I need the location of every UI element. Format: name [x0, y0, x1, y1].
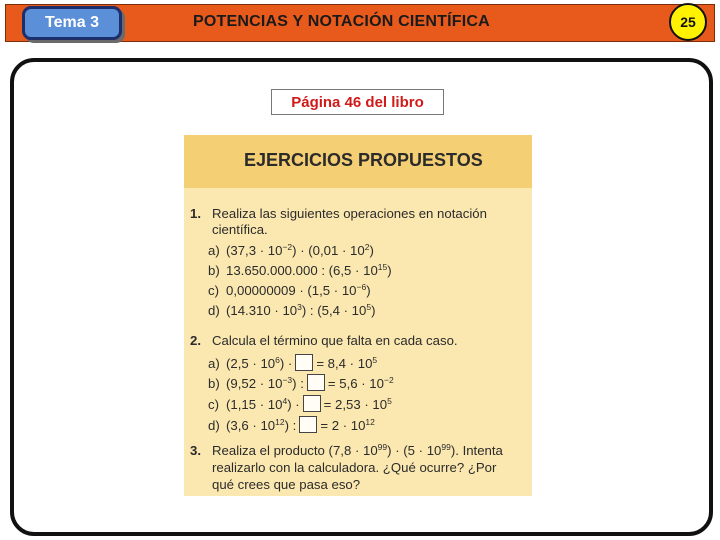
item-letter: c) [208, 283, 219, 298]
answer-box[interactable] [295, 354, 313, 371]
exercise-card-header [184, 135, 532, 188]
exercise-1-item-b: b) 13.650.000.000 : $(6,5 \cdot 10^{15})$ [208, 262, 392, 278]
exercise-3-statement-cont: realizarlo con la calculadora. ¿Qué ocurre? ¿Por [212, 460, 497, 475]
item-letter: c) [208, 397, 219, 412]
exercise-3-statement-cont: qué crees que pasa eso? [212, 477, 361, 492]
tema-badge[interactable]: Tema 3 [22, 6, 122, 40]
page-number-badge: 25 [669, 3, 707, 41]
book-reference-label: Página 46 del libro [271, 89, 444, 115]
item-letter: d) [208, 418, 220, 433]
exercise-2-item-b: b) $(9,52 \cdot 10^{-3})$ : = $5,6 \cdot 10^{-2}$ [208, 375, 394, 391]
item-letter: b) [208, 376, 220, 391]
exercise-card [184, 135, 532, 496]
exercise-number: 3. [190, 443, 201, 458]
item-letter: a) [208, 356, 220, 371]
answer-box[interactable] [299, 416, 317, 433]
exercise-text: Calcula el término que falta en cada caso. [212, 333, 458, 348]
exercise-2-item-c: c) $(1,15 \cdot 10^4)$ · = $2,53 \cdot 10^5$ [208, 396, 392, 412]
exercise-number: 2. [190, 333, 201, 348]
item-letter: d) [208, 303, 220, 318]
exercise-1-item-a: a) $(37,3 \cdot 10^{-2}) \cdot (0,01 \cdot 10^2)$ [208, 242, 374, 258]
exercise-2-statement [190, 333, 458, 349]
item-letter: b) [208, 263, 220, 278]
exercise-1-statement [190, 206, 487, 222]
exercise-card-title: EJERCICIOS PROPUESTOS [244, 150, 483, 170]
exercise-2-item-a: a) $(2,5 \cdot 10^6)$ · = $8,4 \cdot 10^5$ [208, 355, 378, 371]
answer-box[interactable] [307, 374, 325, 391]
exercise-3-statement: 3. Realiza el producto $(7,8 \cdot 10^{99}) \cdot (5 \cdot 10^{99})$. Intenta [190, 442, 503, 458]
exercise-2-item-d: d) $(3,6 \cdot 10^{12})$ : = $2 \cdot 10^{12}$ [208, 417, 375, 433]
exercise-text: Realiza las siguientes operaciones en notación [212, 206, 487, 221]
page-title: POTENCIAS Y NOTACIÓN CIENTÍFICA [193, 13, 490, 30]
exercise-1-item-c: c) $0,00000009 \cdot (1,5 \cdot 10^{-6})$ [208, 282, 371, 298]
answer-box[interactable] [303, 395, 321, 412]
item-letter: a) [208, 243, 220, 258]
exercise-1-item-d: d) $(14.310 \cdot 10^3)$ : $(5,4 \cdot 10^5)$ [208, 302, 376, 318]
exercise-1-statement-cont: científica. [212, 222, 268, 237]
exercise-number: 1. [190, 206, 201, 221]
